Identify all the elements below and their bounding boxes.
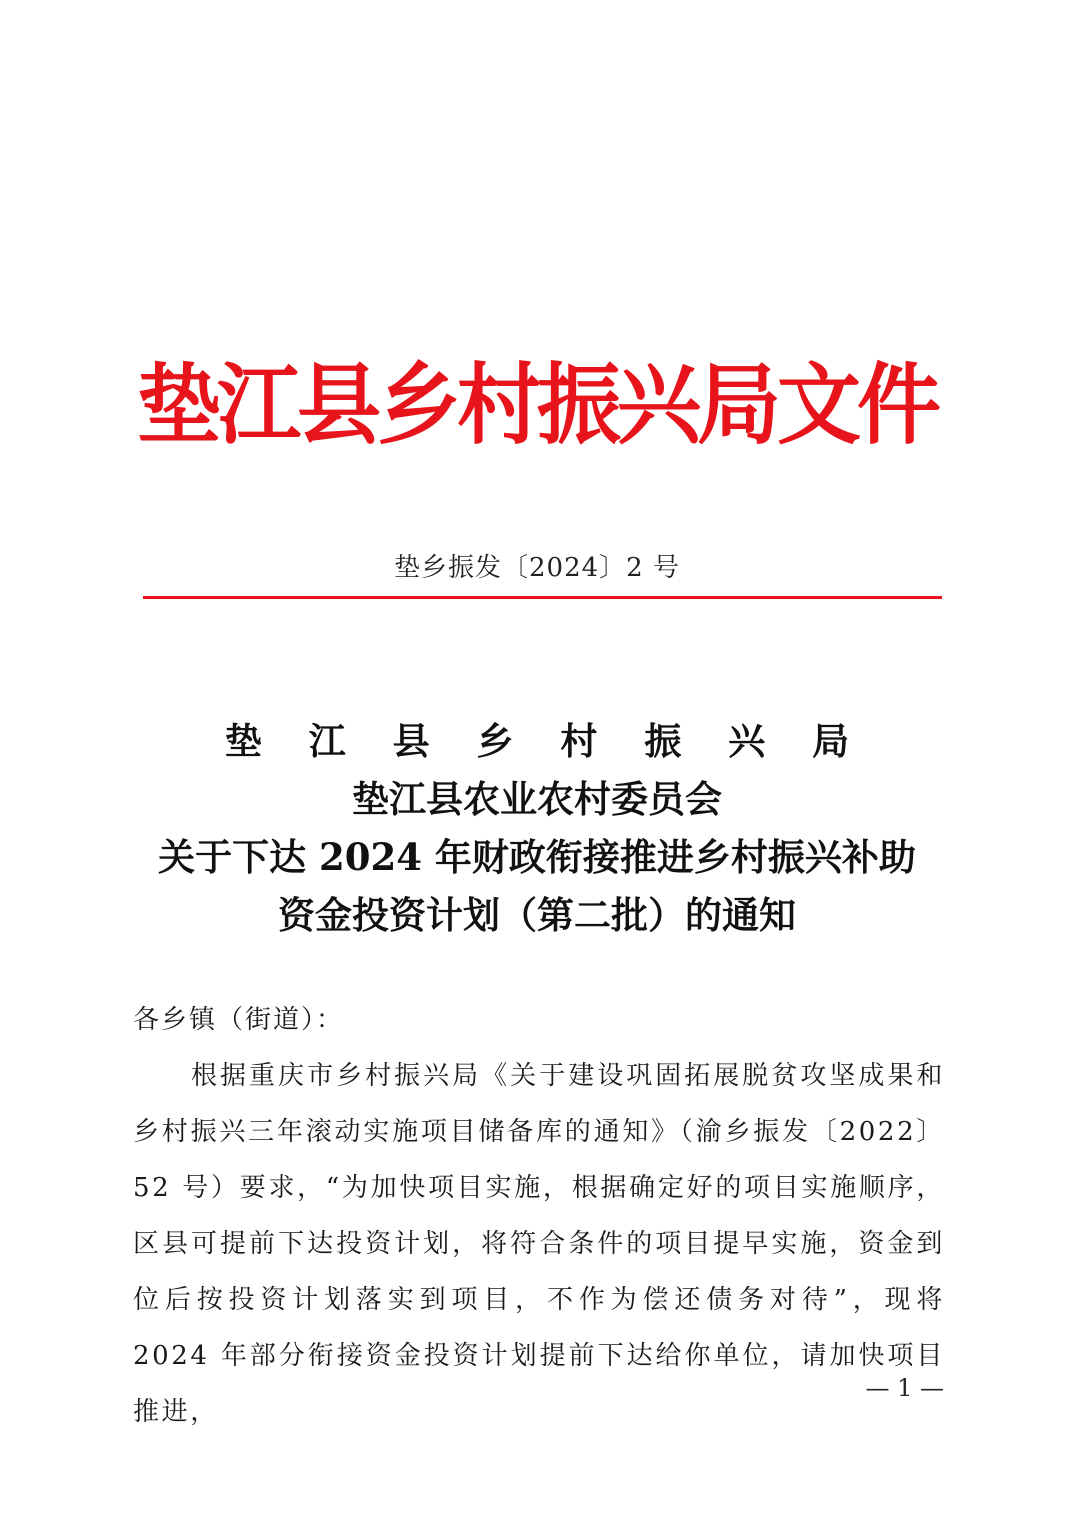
red-separator-line [143,596,942,599]
title-line-issuer-2: 垫江县农业农村委员会 [352,777,722,821]
document-number: 垫乡振发〔2024〕2 号 [394,553,680,583]
document-body [133,992,945,1440]
page-number: — 1 — [865,1374,944,1402]
title-line-issuer-1: 垫 江 县 乡 村 振 兴 局 [224,719,867,763]
notice-title [0,712,1074,944]
title-line-subject-1: 关于下达 2024 年财政衔接推进乡村振兴补助 [158,835,916,879]
body-paragraph: 根据重庆市乡村振兴局《关于建设巩固拓展脱贫攻坚成果和乡村振兴三年滚动实施项目储备库的通知》（渝乡振发〔2022〕52 号）要求，“为加快项目实施，根据确定好的项目实施顺序，区县可提前下达投资计划，将符合条件的项目提早实施，资金到位后按投资计划落实到项目，不作为偿还债务对待”，现将 2024 年部分衔接资金投资计划提前下达给你单位，请加快项目推进， [133,1061,945,1427]
title-line-subject-2: 资金投资计划（第二批）的通知 [278,893,796,937]
salutation: 各乡镇（街道）： [133,1005,345,1035]
red-header-title: 垫江县乡村振兴局文件 [136,352,937,457]
